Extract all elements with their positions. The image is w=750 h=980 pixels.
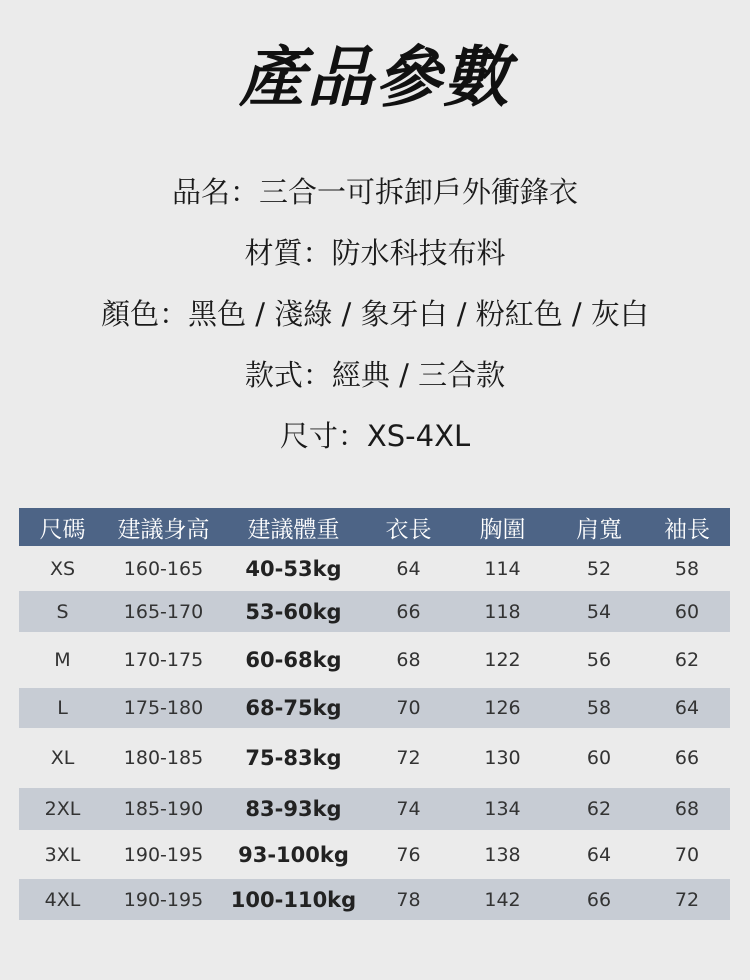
cell-chest: 134 <box>451 788 554 830</box>
table-row <box>19 728 730 788</box>
table-row <box>19 830 730 879</box>
cell-height: 180-185 <box>106 728 221 788</box>
cell-size: XL <box>19 728 106 788</box>
spec-style <box>0 355 750 395</box>
cell-length: 78 <box>366 879 451 920</box>
cell-chest: 118 <box>451 591 554 632</box>
cell-chest: 114 <box>451 546 554 591</box>
cell-chest: 126 <box>451 688 554 728</box>
header-weight: 建議體重 <box>221 508 366 546</box>
cell-size: XS <box>19 546 106 591</box>
cell-weight: 100-110kg <box>221 879 366 920</box>
cell-shoulder: 60 <box>554 728 644 788</box>
table-row <box>19 632 730 688</box>
spec-label: 品名 ： <box>172 175 259 209</box>
spec-value: 黑色 / 淺綠 / 象牙白 / 粉紅色 / 灰白 <box>188 297 649 331</box>
spec-label: 顏色 ： <box>101 297 188 331</box>
cell-size: M <box>19 632 106 688</box>
cell-height: 185-190 <box>106 788 221 830</box>
table-row <box>19 688 730 728</box>
cell-size: L <box>19 688 106 728</box>
cell-chest: 122 <box>451 632 554 688</box>
table-row <box>19 591 730 632</box>
table-row <box>19 879 730 920</box>
header-height: 建議身高 <box>106 508 221 546</box>
cell-weight: 93-100kg <box>221 830 366 879</box>
cell-weight: 75-83kg <box>221 728 366 788</box>
spec-label: 款式 ： <box>245 358 332 392</box>
cell-length: 66 <box>366 591 451 632</box>
table-row <box>19 546 730 591</box>
cell-size: S <box>19 591 106 632</box>
table-header-row <box>19 508 730 546</box>
cell-length: 64 <box>366 546 451 591</box>
spec-value: 經典 / 三合款 <box>331 358 506 392</box>
size-chart-table <box>19 508 730 920</box>
cell-sleeve: 70 <box>644 830 730 879</box>
cell-sleeve: 66 <box>644 728 730 788</box>
cell-length: 70 <box>366 688 451 728</box>
cell-sleeve: 62 <box>644 632 730 688</box>
cell-size: 3XL <box>19 830 106 879</box>
cell-shoulder: 66 <box>554 879 644 920</box>
table-row <box>19 788 730 830</box>
cell-length: 68 <box>366 632 451 688</box>
cell-shoulder: 62 <box>554 788 644 830</box>
cell-chest: 142 <box>451 879 554 920</box>
cell-sleeve: 64 <box>644 688 730 728</box>
cell-weight: 53-60kg <box>221 591 366 632</box>
cell-chest: 138 <box>451 830 554 879</box>
spec-sizes <box>0 416 750 456</box>
cell-shoulder: 64 <box>554 830 644 879</box>
cell-length: 76 <box>366 830 451 879</box>
cell-height: 175-180 <box>106 688 221 728</box>
header-chest: 胸圍 <box>451 508 554 546</box>
spec-label: 材質 ： <box>244 236 331 270</box>
cell-length: 72 <box>366 728 451 788</box>
cell-sleeve: 60 <box>644 591 730 632</box>
cell-weight: 60-68kg <box>221 632 366 688</box>
spec-value: XS-4XL <box>366 419 471 453</box>
cell-height: 165-170 <box>106 591 221 632</box>
header-shoulder: 肩寬 <box>554 508 644 546</box>
header-length: 衣長 <box>366 508 451 546</box>
cell-height: 190-195 <box>106 830 221 879</box>
page-title: 產品參數 <box>239 39 511 116</box>
spec-colors <box>0 294 750 334</box>
cell-shoulder: 56 <box>554 632 644 688</box>
cell-sleeve: 72 <box>644 879 730 920</box>
spec-value: 三合一可拆卸戶外衝鋒衣 <box>259 175 579 209</box>
cell-shoulder: 58 <box>554 688 644 728</box>
cell-sleeve: 58 <box>644 546 730 591</box>
spec-material <box>0 233 750 273</box>
cell-height: 170-175 <box>106 632 221 688</box>
cell-weight: 68-75kg <box>221 688 366 728</box>
cell-shoulder: 54 <box>554 591 644 632</box>
cell-chest: 130 <box>451 728 554 788</box>
cell-weight: 40-53kg <box>221 546 366 591</box>
header-sleeve: 袖長 <box>644 508 730 546</box>
cell-length: 74 <box>366 788 451 830</box>
spec-product-name <box>0 172 750 212</box>
cell-size: 4XL <box>19 879 106 920</box>
cell-height: 190-195 <box>106 879 221 920</box>
cell-shoulder: 52 <box>554 546 644 591</box>
cell-weight: 83-93kg <box>221 788 366 830</box>
header-size: 尺碼 <box>19 508 106 546</box>
spec-label: 尺寸 ： <box>280 419 367 453</box>
cell-size: 2XL <box>19 788 106 830</box>
cell-height: 160-165 <box>106 546 221 591</box>
spec-value: 防水科技布料 <box>331 236 506 270</box>
cell-sleeve: 68 <box>644 788 730 830</box>
